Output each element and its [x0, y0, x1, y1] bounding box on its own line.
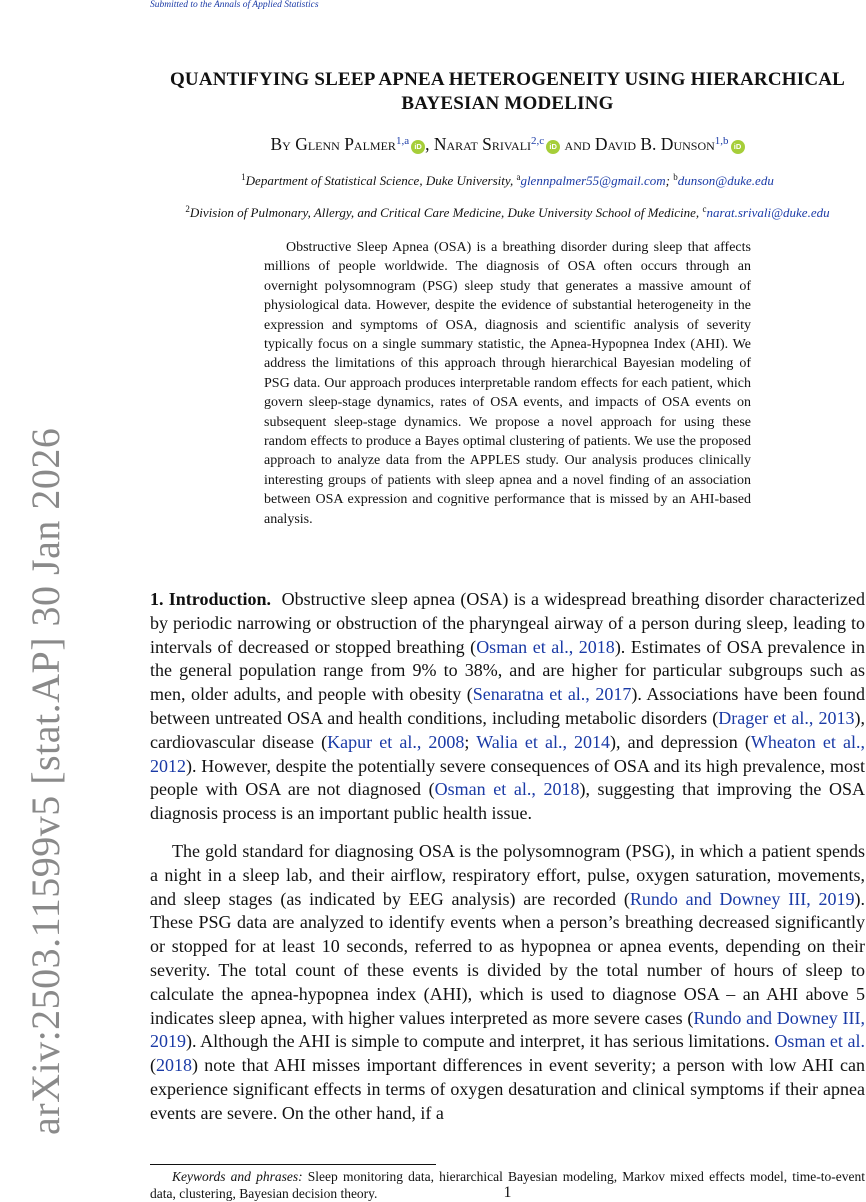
and-label: and: [564, 134, 591, 154]
affil-sup: 2: [185, 204, 190, 214]
page-number: 1: [503, 1184, 512, 1201]
author-sup: 2,c: [531, 135, 545, 147]
citation-link[interactable]: Senaratna et al., 2017: [472, 684, 632, 705]
body-text: Obstructive sleep apnea (OSA) is a widespread breathing disorder characterized by periodic narrowing or obstruction of the pharyngeal airway of a person during sleep, leading to intervals of decreased or stopped breathing (: [150, 589, 866, 657]
body-text: ), and depression (: [610, 731, 751, 752]
citation-link[interactable]: Walia et al., 2014: [476, 731, 611, 752]
citation-link[interactable]: 2018: [156, 1055, 192, 1076]
citation-link[interactable]: Rundo and Downey III, 2019: [629, 888, 855, 909]
body-text: The gold standard for diagnosing OSA is the polysomnogram (PSG), in which a patient spends a night in a sleep lab, and their airflow, respiratory effort, pulse, oxygen saturation, movements, and sleep stages (as indicated by EEG analysis) are recorded (: [150, 841, 865, 909]
abstract: Obstructive Sleep Apnea (OSA) is a breathing disorder during sleep that affects millions of people worldwide. The diagnosis of OSA often occurs through an overnight polysomnogram (PSG) sleep study that generates a massive amount of physiological data. However, despite the evidence of substantial heterogeneity in the expression and symptoms of OSA, diagnosis and scientific analysis of severity typically focus on a single summary statistic, the Apnea-Hypopnea Index (AHI). We address the limitations of this approach through hierarchical Bayesian modeling of PSG data. Our approach produces interpretable random effects for each patient, which govern sleep-stage dynamics, rates of OSA events, and impacts of OSA events on subsequent sleep-stage dynamics. We propose a novel approach for using these random effects to produce a Bayes optimal clustering of patients. We use the proposed approach to analyze data from the APPLES study. Our analysis produces clinically interesting groups of patients with sleep apnea and a novel finding of an association between OSA expression and cognitive performance that is missed by an AHI-based analysis.: [264, 240, 751, 527]
affiliation-1: [150, 172, 865, 189]
body-text: ) note that AHI misses important differences in event severity; a person with low AHI can experience significant effects in terms of oxygen desaturation and clinical symptoms if their apnea events are severe. On the other hand, if a: [150, 1055, 865, 1123]
affil-text: Department of Statistical Science, Duke University,: [245, 173, 514, 188]
affiliation-2: [150, 204, 865, 221]
citation-link[interactable]: Drager et al., 2013: [718, 707, 855, 728]
body-text: ). However, despite the potentially severe consequences of OSA and its high prevalence, most people with OSA are not diagnosed (: [150, 755, 865, 800]
orcid-icon[interactable]: iD: [411, 140, 425, 154]
email-sup: b: [673, 172, 678, 182]
section-heading: 1. Introduction.: [150, 589, 271, 609]
body-text: (: [150, 1055, 156, 1076]
author-line: [150, 134, 865, 155]
body-paragraph-2: [150, 840, 865, 1126]
email-link[interactable]: narat.srivali@duke.edu: [706, 205, 830, 220]
journal-header: Submitted to the Annals of Applied Statistics: [150, 0, 319, 10]
citation-link[interactable]: Osman et al., 2018: [476, 636, 615, 657]
body-text: ). Although the AHI is simple to compute and interpret, it has serious limitations.: [186, 1031, 775, 1052]
orcid-icon[interactable]: iD: [546, 140, 560, 154]
paper-title: QUANTIFYING SLEEP APNEA HETEROGENEITY USING HIERARCHICAL BAYESIAN MODELING: [169, 69, 846, 114]
email-link[interactable]: dunson@duke.edu: [677, 173, 774, 188]
by-label: By: [270, 134, 291, 154]
footnote-rule: [150, 1164, 436, 1165]
body-text: ). Associations have been found between untreated OSA and health conditions, including metabolic disorders (: [150, 684, 865, 728]
body-text: ), cardiovascular disease (: [150, 707, 865, 752]
citation-link[interactable]: Kapur et al., 2008: [327, 731, 465, 752]
author-name: Narat Srivali: [433, 134, 532, 154]
email-sup: a: [516, 172, 521, 182]
author-sup: 1,a: [395, 135, 410, 147]
author-separator: ,: [425, 134, 430, 154]
citation-link[interactable]: Rundo and Downey III, 2019: [150, 1007, 865, 1052]
body-text: ). Estimates of OSA prevalence in the general population range from 9% to 38%, and are higher for particular subgroups such as men, older adults, and people with obesity (: [150, 636, 865, 705]
author-sup: 1,b: [714, 135, 729, 147]
citation-link[interactable]: Osman et al., 2018: [434, 779, 580, 800]
author-name: David B. Dunson: [594, 134, 715, 154]
body-text: ). These PSG data are analyzed to identify events when a person’s breathing decreased significantly or stopped for at least 10 seconds, referred to as hypopnea or apnea events, depending on their severity. The total count of these events is divided by the total number of hours of sleep to calculate the apnea-hypopnea index (AHI), which is used to diagnose OSA – an AHI above 5 indicates sleep apnea, with higher values interpreted as more severe cases (: [150, 888, 865, 1028]
keywords-text: Sleep monitoring data, hierarchical Bayesian modeling, Markov mixed effects model, time-to-event data, clustering, Bayesian decision theory.: [150, 1169, 866, 1201]
keywords-label: Keywords and phrases:: [172, 1169, 303, 1184]
orcid-icon[interactable]: iD: [731, 140, 745, 154]
email-sup: c: [702, 204, 707, 214]
citation-link[interactable]: Osman et al.: [774, 1031, 865, 1052]
arxiv-watermark: arXiv:2503.11599v5 [stat.AP] 30 Jan 2026: [23, 427, 68, 1135]
author-name: Glenn Palmer: [295, 134, 396, 154]
body-text: ), suggesting that improving the OSA diagnosis process is an important public health issue.: [150, 779, 865, 824]
affil-sep: ;: [665, 173, 670, 188]
body-text: ;: [464, 731, 477, 752]
intro-paragraph: [150, 588, 865, 826]
affil-sup: 1: [241, 172, 246, 182]
citation-link[interactable]: Wheaton et al., 2012: [150, 731, 865, 776]
affil-text: Division of Pulmonary, Allergy, and Critical Care Medicine, Duke University School of Medicine,: [189, 205, 700, 220]
email-link[interactable]: glennpalmer55@gmail.com: [520, 173, 666, 188]
